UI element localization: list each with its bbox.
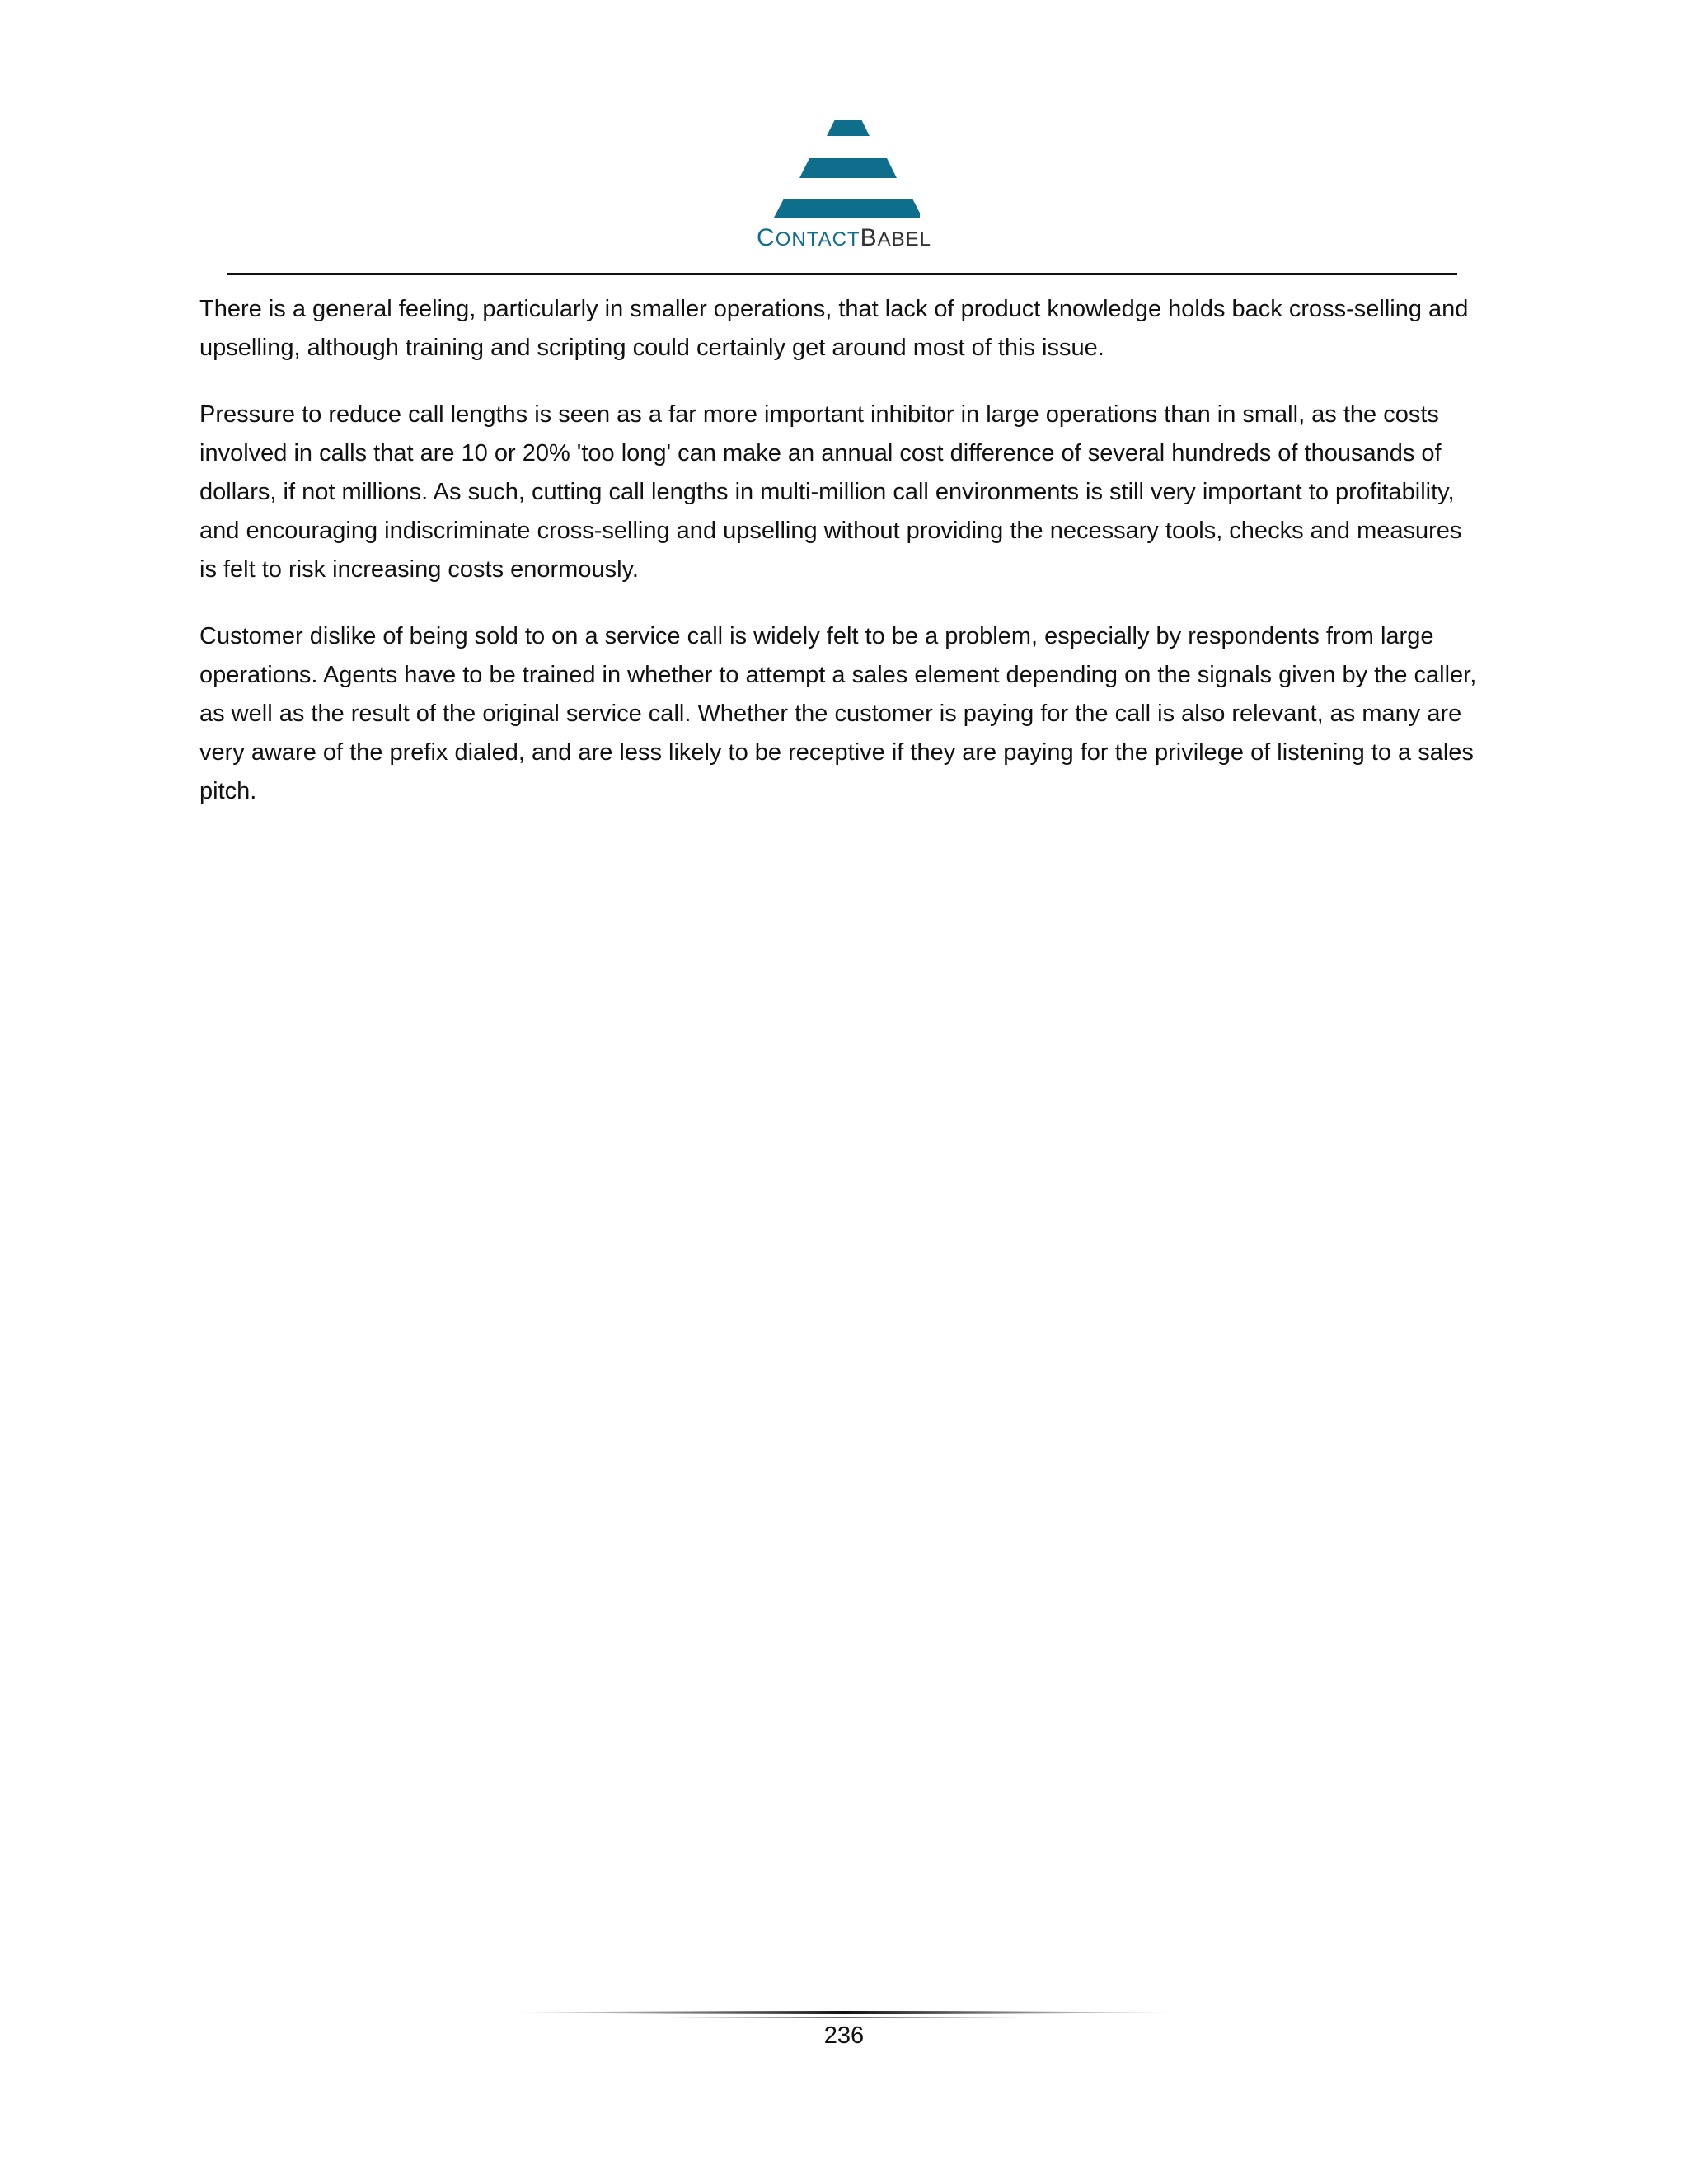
body-paragraph: Pressure to reduce call lengths is seen as a far more important inhibitor in large operations than in small, as the costs involved in calls that are 10 or 20% 'too long' can make an annual cost difference of several hundreds of thousands of dollars, if not millions. As such, cutting call lengths in multi-million call environments is still very important to profitability, and encouraging indiscriminate cross-selling and upselling without providing the necessary tools, checks and measures is felt to risk increasing costs enormously. — [199, 401, 1462, 583]
pyramid-logo-icon — [768, 115, 920, 218]
body-paragraph: Customer dislike of being sold to on a service call is widely felt to be a problem, especially by respondents from large operations. Agents have to be trained in whether to attempt a sales element depending on the signals given by the caller, as well as the result of the original service call. Whether the customer is paying for the call is also relevant, as many are very aware of the prefix dialed, and are less likely to be receptive if they are paying for the privilege of listening to a sales pitch. — [199, 623, 1477, 804]
body-paragraph: There is a general feeling, particularly in smaller operations, that lack of product knowledge holds back cross-selling and upselling, although training and scripting could certainly get around most of this issue. — [199, 296, 1469, 361]
header-divider — [227, 273, 1457, 275]
page-number: 236 — [823, 2022, 865, 2049]
contactbabel-logo — [756, 115, 932, 257]
logo-wordmark: CONTACTBABEL — [757, 224, 931, 251]
document-body — [199, 290, 1485, 839]
footer-divider — [503, 2009, 1187, 2021]
